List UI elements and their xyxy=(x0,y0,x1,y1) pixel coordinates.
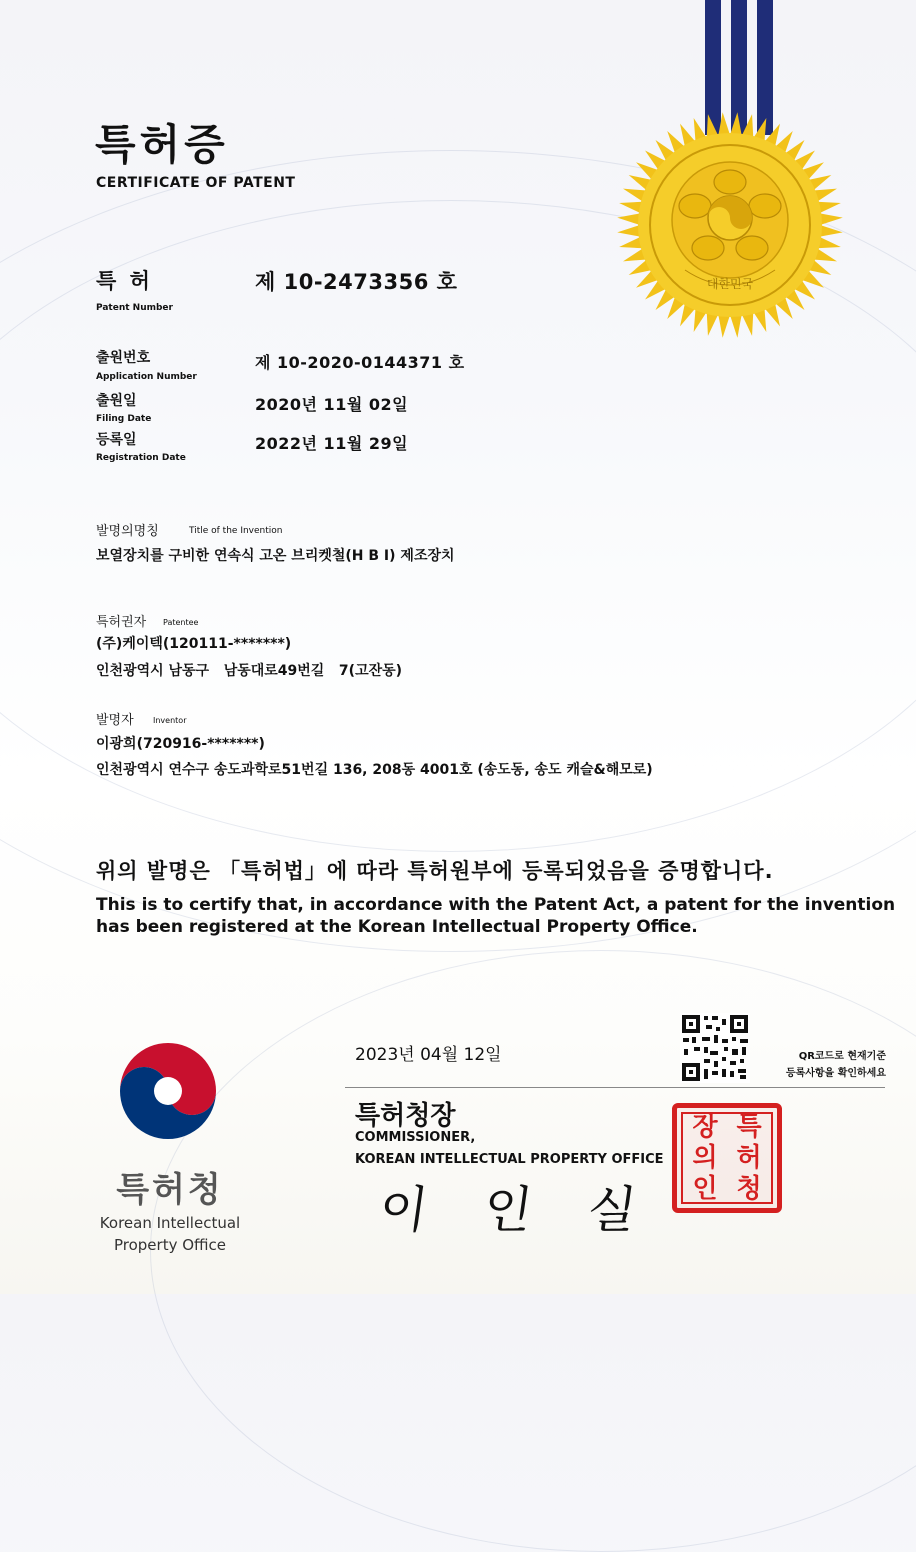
stamp-character: 장 xyxy=(692,1111,718,1142)
commissioner-title-en-line2: KOREAN INTELLECTUAL PROPERTY OFFICE xyxy=(355,1152,664,1167)
application-number-label-en: Application Number xyxy=(96,372,197,382)
medal-ray xyxy=(617,225,641,237)
filing-date-value: 2020년 11월 02일 xyxy=(255,395,409,414)
commissioner-signature: 이 인 실 xyxy=(375,1181,661,1239)
qr-caption-line2: 등록사항을 확인하세요 xyxy=(785,1068,886,1079)
patentee-label-en: Patentee xyxy=(163,618,199,627)
application-number-label: 출원번호 xyxy=(96,350,151,366)
certification-ko: 위의 발명은 「특허법」에 따라 특허원부에 등록되었음을 증명합니다. xyxy=(96,859,774,883)
medal-ray xyxy=(730,112,742,136)
stamp-character: 의 xyxy=(692,1142,718,1173)
medal-ray xyxy=(819,213,843,225)
official-stamp xyxy=(672,1103,782,1213)
stamp-character: 허 xyxy=(736,1142,762,1173)
registration-date-label: 등록일 xyxy=(96,432,137,448)
medal-ray xyxy=(718,112,730,136)
inventor-label-en: Inventor xyxy=(153,716,187,725)
invention-title: 보열장치를 구비한 연속식 고온 브리켓철(H B I) 제조장치 xyxy=(96,548,455,564)
filing-date-label: 출원일 xyxy=(96,393,137,409)
page-title: 특허증 xyxy=(95,120,229,169)
stamp-character: 인 xyxy=(692,1173,718,1204)
medal-ray xyxy=(819,225,843,237)
divider xyxy=(345,1087,885,1088)
kipo-logo-icon xyxy=(112,1035,224,1147)
inventor-address: 인천광역시 연수구 송도과학로51번길 136, 208동 4001호 (송도동, 송도 캐슬&해모로) xyxy=(96,762,653,778)
registration-date-value: 2022년 11월 29일 xyxy=(255,434,409,453)
certification-en-line1: This is to certify that, in accordance with the Patent Act, a patent for the invention xyxy=(96,895,896,915)
patent-number-value: 제 10-2473356 호 xyxy=(255,270,458,294)
stamp-text xyxy=(681,1112,773,1204)
background-arc xyxy=(150,950,916,1552)
patent-number-label-en: Patent Number xyxy=(96,303,173,313)
office-name-ko: 특허청 xyxy=(116,1170,224,1210)
stamp-character: 특 xyxy=(736,1111,762,1142)
commissioner-title-en-line1: COMMISSIONER, xyxy=(355,1130,476,1145)
filing-date-label-en: Filing Date xyxy=(96,414,152,424)
invention-label-en: Title of the Invention xyxy=(189,526,283,536)
stamp-character: 청 xyxy=(736,1173,762,1204)
patent-number-label: 특 허 xyxy=(96,269,153,293)
medal-ray xyxy=(617,213,641,225)
registration-date-label-en: Registration Date xyxy=(96,453,186,463)
patentee-name: (주)케이텍(120111-*******) xyxy=(96,636,292,652)
inventor-label: 발명자 xyxy=(96,713,134,728)
commissioner-title-ko: 특허청장 xyxy=(355,1101,456,1131)
seal-text: 대한민국 xyxy=(706,277,754,291)
office-name-en-line1: Korean Intellectual xyxy=(99,1214,241,1232)
qr-caption-line1: QR코드로 현재기준 xyxy=(798,1051,886,1062)
gold-medal-seal-icon xyxy=(615,110,845,340)
inventor-name: 이광희(720916-*******) xyxy=(96,736,265,752)
office-name-en-line2: Property Office xyxy=(113,1236,227,1254)
patentee-label: 특허권자 xyxy=(96,615,147,630)
issue-date: 2023년 04월 12일 xyxy=(355,1045,502,1065)
application-number-value: 제 10-2020-0144371 호 xyxy=(255,353,465,372)
invention-label: 발명의명칭 xyxy=(96,524,159,539)
medal-ray xyxy=(718,314,730,338)
patentee-address: 인천광역시 남동구 남동대로49번길 7(고잔동) xyxy=(96,663,403,679)
medal-ray xyxy=(730,314,742,338)
certification-en-line2: has been registered at the Korean Intellectual Property Office. xyxy=(96,917,698,937)
page-subtitle: CERTIFICATE OF PATENT xyxy=(96,175,296,191)
